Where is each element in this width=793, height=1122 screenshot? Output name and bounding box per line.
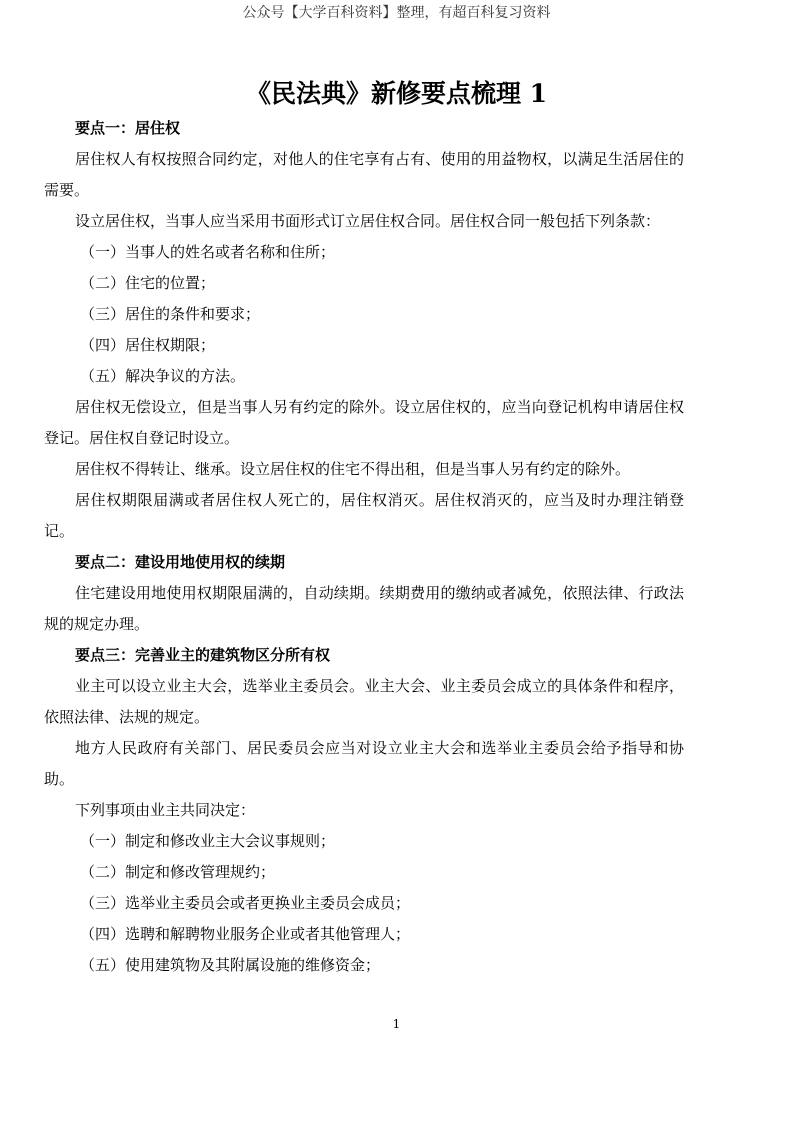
list-item: （三）居住的条件和要求；: [80, 305, 261, 323]
list-item: （四）居住权期限；: [80, 336, 216, 354]
paragraph: 居住权不得转让、继承。设立居住权的住宅不得出租，但是当事人另有约定的除外。: [75, 460, 631, 478]
paragraph: 业主可以设立业主大会，选举业主委员会。业主大会、业主委员会成立的具体条件和程序，依照法律、法规的规定。: [44, 677, 684, 726]
list-item: （五）解决争议的方法。: [80, 367, 246, 385]
page-number: 1: [392, 1017, 401, 1031]
paragraph: 设立居住权，当事人应当采用书面形式订立居住权合同。居住权合同一般包括下列条款：: [75, 212, 661, 230]
paragraph: 居住权无偿设立，但是当事人另有约定的除外。设立居住权的，应当向登记机构申请居住权登记。居住权自登记时设立。: [44, 398, 684, 447]
list-item: （四）选聘和解聘物业服务企业或者其他管理人；: [80, 925, 411, 943]
list-item: （二）制定和修改管理规约；: [80, 863, 276, 881]
section-heading: 要点二：建设用地使用权的续期: [75, 553, 286, 571]
document-body: [44, 113, 684, 981]
paragraph: 居住权人有权按照合同约定，对他人的住宅享有占有、使用的用益物权，以满足生活居住的需要。: [44, 150, 684, 199]
list-item: （三）选举业主委员会或者更换业主委员会成员；: [80, 894, 411, 912]
list-item: （一）当事人的姓名或者名称和住所；: [80, 243, 336, 261]
list-item: （五）使用建筑物及其附属设施的维修资金；: [80, 956, 381, 974]
paragraph: 地方人民政府有关部门、居民委员会应当对设立业主大会和选举业主委员会给予指导和协助。: [44, 739, 684, 788]
section-heading: 要点一：居住权: [75, 119, 181, 137]
paragraph: 住宅建设用地使用权期限届满的，自动续期。续期费用的缴纳或者减免，依照法律、行政法规的规定办理。: [44, 584, 684, 633]
section-heading: 要点三：完善业主的建筑物区分所有权: [75, 646, 331, 664]
list-item: （一）制定和修改业主大会议事规则；: [80, 832, 336, 850]
page-header: 公众号【大学百科资料】整理，有超百科复习资料: [242, 5, 551, 21]
list-item: （二）住宅的位置；: [80, 274, 216, 292]
page-title: 《民法典》新修要点梳理 1: [245, 79, 548, 108]
paragraph: 居住权期限届满或者居住权人死亡的，居住权消灭。居住权消灭的，应当及时办理注销登记。: [44, 491, 684, 540]
paragraph: 下列事项由业主共同决定：: [75, 801, 256, 819]
